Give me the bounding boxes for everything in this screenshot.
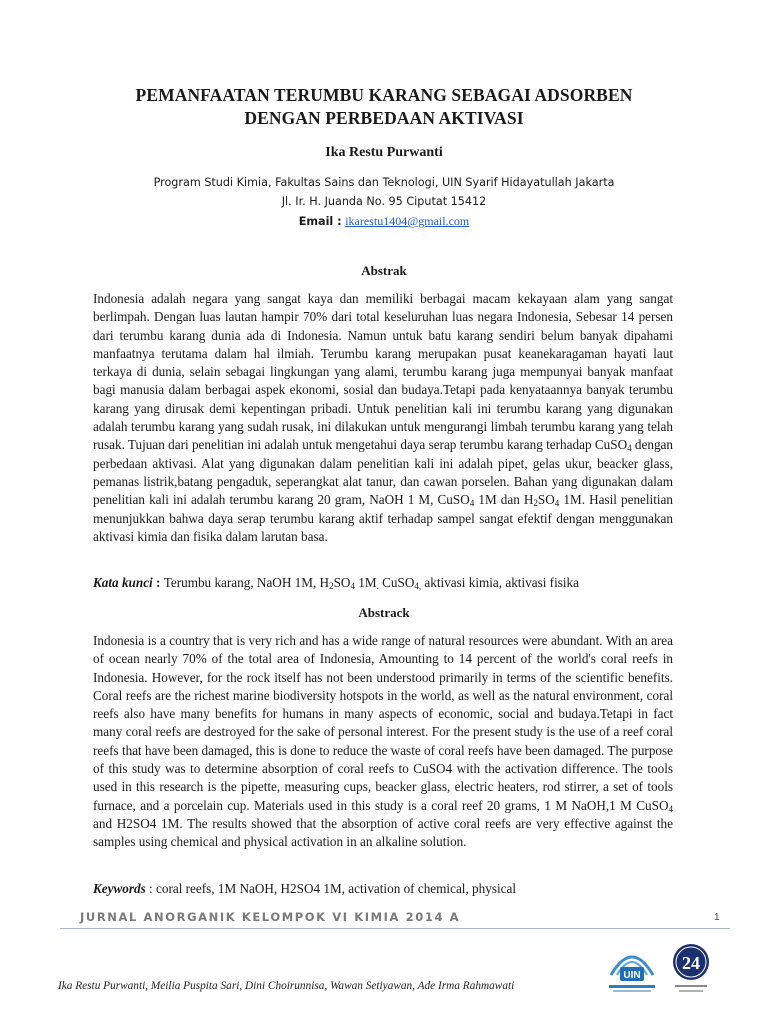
abstract-text-part: and H2SO4 1M. The results showed that the absorption of active coral reefs are very effective against the samples using chemical and physical activation in an alkaline solution. bbox=[93, 815, 673, 850]
uin-logo-text: UIN bbox=[623, 970, 641, 981]
kata-kunci-colon: : bbox=[152, 575, 164, 590]
address: Jl. Ir. H. Juanda No. 95 Ciputat 15412 bbox=[281, 195, 487, 208]
email-link[interactable]: ikarestu1404@gmail.com bbox=[345, 214, 470, 228]
abstract-heading: Abstrack bbox=[358, 605, 410, 620]
kata-kunci bbox=[93, 574, 693, 592]
journal-name: JURNAL ANORGANIK KELOMPOK VI KIMIA 2014 A bbox=[80, 910, 461, 924]
kata-kunci-label: Kata kunci bbox=[93, 575, 153, 590]
subscript: 4 bbox=[554, 498, 560, 509]
subscript: 2 bbox=[533, 498, 538, 509]
abstrak-text-part: SO bbox=[537, 492, 555, 508]
subscript: 4 bbox=[350, 581, 355, 591]
affiliation: Program Studi Kimia, Fakultas Sains dan Teknologi, UIN Syarif Hidayatullah Jakarta bbox=[153, 176, 615, 189]
subscript: 4 bbox=[627, 443, 632, 454]
abstract-text-part: Indonesia is a country that is very rich and has a wide range of natural resources were abundant. With an area of ocean nearly 70% of the total area of Indonesia, Amounting to 14 percent of the world's coral reefs in Indonesia. However, for the rock itself has not been understood primarily in terms of the scientific benefits. Coral reefs are the richest marine biodiversity hotspots in the world, as well as the natural environment, coral reefs also have many benefits for humans in many aspects of economic, social and budaya.Tetapi in fact many coral reefs are destroyed for the sake of personal interest. For the present study is the use of a reef coral reefs that have been damaged, this is done to reduce the waste of coral reefs have been damaged. The purpose of this study was to determine absorption of coral reefs to CuSO4 with the activation difference. The tools used in this research is the pipette, measuring cups, beacker glass, electric heaters, rod stirrer, a set of tools furnace, and a porcelain cup. Materials used in this study is a coral reef 20 grams, 1 M NaOH,1 M CuSO bbox=[93, 633, 673, 813]
keywords-text: : coral reefs, 1M NaOH, H2SO4 1M, activation of chemical, physical bbox=[145, 881, 516, 896]
subscript: 4, bbox=[414, 581, 422, 591]
title-line-2: DENGAN PERBEDAAN AKTIVASI bbox=[244, 108, 524, 128]
footer-divider bbox=[60, 928, 730, 929]
kata-kunci-part: aktivasi kimia, aktivasi fisika bbox=[421, 575, 579, 590]
group-24-logo-icon bbox=[671, 940, 711, 1000]
abstrak-text bbox=[93, 290, 673, 546]
uin-logo-icon bbox=[603, 945, 661, 995]
author-name: Ika Restu Purwanti bbox=[325, 145, 443, 160]
abstrak-heading: Abstrak bbox=[361, 263, 407, 278]
keywords bbox=[93, 880, 693, 898]
subscript: 4 bbox=[668, 803, 673, 814]
kata-kunci-part: Terumbu karang, NaOH 1M, H bbox=[163, 575, 330, 590]
title-line-1: PEMANFAATAN TERUMBU KARANG SEBAGAI ADSORBEN bbox=[135, 85, 633, 105]
kata-kunci-part: CuSO bbox=[378, 575, 415, 590]
footer-authors: Ika Restu Purwanti, Meilia Puspita Sari, Dini Choirunnisa, Wawan Setiyawan, Ade Irma Rahmawati bbox=[58, 980, 515, 992]
page-number: 1 bbox=[714, 912, 720, 923]
email-label: Email : bbox=[298, 215, 342, 228]
kata-kunci-part: SO bbox=[333, 575, 351, 590]
abstrak-text-part: 1M. Hasil penelitian menunjukkan bahwa daya serap terumbu karang aktif terhadap sampel sangat efektif dengan menggunakan aktivasi kimia dan fisika dalam larutan basa. bbox=[93, 492, 673, 544]
abstrak-text-part: dengan perbedaan aktivasi. Alat yang digunakan dalam penelitian kali ini adalah pipet, gelas ukur, beacker glass, pemanas listrik,batang pengaduk, seperangkat alat tanur, dan cawan porselen. Bahan yang digunakan dalam penelitian kali ini adalah terumbu karang 20 gram, NaOH 1 M, CuSO bbox=[93, 437, 673, 508]
abstrak-text-part: 1M dan H bbox=[474, 492, 534, 508]
subscript: 2 bbox=[329, 581, 334, 591]
abstract-text bbox=[93, 632, 673, 852]
group-24-logo-text: 24 bbox=[682, 953, 700, 973]
paper-title bbox=[60, 84, 708, 130]
abstrak-text-part: Indonesia adalah negara yang sangat kaya dan memiliki berbagai macam kekayaan alam yang sangat berlimpah. Dengan luas lautan hampir 70% dari total keseluruhan luas negara Indonesia, Sebesar 14 persen dari terumbu karang dunia ada di Indonesia. Namun untuk batu karang sendiri belum banyak dipahami manfaatnya terutama dalam hal ilmiah. Terumbu karang merupakan pusat keanekaragaman hayati laut terkaya di dunia, selain sebagai lingkungan yang alami, terumbu karang juga mempunyai banyak manfaat bagi manusia dalam berbagai aspek ekonomi, sosial dan budaya.Tetapi pada kenyataannya banyak terumbu karang yang dirusak demi kepentingan pribadi. Untuk penelitian kali ini terumbu karang yang digunakan adalah terumbu karang yang sudah rusak, ini dilakukan untuk mengurangi limbah terumbu karang yang telah rusak. Tujuan dari penelitian ini adalah untuk mengetahui daya serap terumbu karang terhadap CuSO bbox=[93, 291, 673, 453]
email-line bbox=[0, 214, 768, 229]
kata-kunci-part: 1M bbox=[354, 575, 377, 590]
subscript: 4 bbox=[469, 498, 475, 509]
subscript: . bbox=[376, 581, 379, 591]
keywords-label: Keywords bbox=[93, 881, 146, 896]
